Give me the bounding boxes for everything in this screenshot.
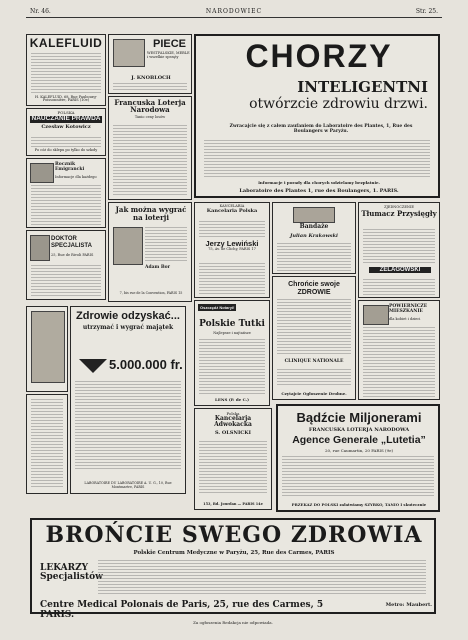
broncie-lekarzy: LEKARZY Specjalistów xyxy=(40,563,103,583)
ad-powiernicze xyxy=(358,300,440,400)
author-portrait xyxy=(113,227,143,265)
stove-illustration xyxy=(113,39,145,67)
ad-piece xyxy=(108,34,192,94)
header-rule xyxy=(26,17,442,18)
nauczanie-line: Po cóż do sklepu po tylko do szkoły xyxy=(34,148,98,153)
tlumacz-title: Tłumacz Przysięgły xyxy=(361,208,437,218)
ad-tlumacz xyxy=(358,202,440,298)
jak-addr: 7, bis rue de la Convention, PARIS 15 xyxy=(119,291,183,295)
jak-author: Adam Bor xyxy=(145,265,171,270)
bandaze-name: Julian Krakowski xyxy=(290,233,338,239)
nauczanie-name: Czesław Kotowicz xyxy=(41,124,91,130)
tlumacz-top: ZJEDNOCZENIE xyxy=(384,205,414,209)
ad-rocznik xyxy=(26,158,106,228)
chorzy-title: CHORZY xyxy=(245,38,393,74)
rocznik-illustration xyxy=(30,163,54,183)
kosz-addr: 153, Bd. Jourdan — PARIS 14e xyxy=(203,502,263,506)
jak-title: Jak można wygrać na loterji xyxy=(115,205,187,222)
piece-firm: J. KNOBLOCH xyxy=(131,75,171,81)
ad-kancelaria xyxy=(194,202,270,298)
chroncie-sub: CLINIQUE NATIONALE xyxy=(284,359,344,364)
ad-chorzy xyxy=(194,34,440,198)
bottle-illustration xyxy=(31,311,65,383)
ad-kalefluid xyxy=(26,34,106,106)
nauczanie-title: NAUCZANIE PRAWDA xyxy=(31,115,101,123)
ad-nauczanie xyxy=(26,108,106,156)
tutki-sub: Najlepsze i najtańsze xyxy=(213,331,251,335)
kancelaria-name: Jerzy Lewiński xyxy=(205,238,259,248)
tutki-addr: LENS (P. de C.) xyxy=(215,397,249,402)
powiernicze-sub: dla kobiet i dzieci xyxy=(389,317,421,321)
zdrowie-sub: utrzymać i wygrać majątek xyxy=(82,323,174,331)
kancelaria-addr: 75, Av. de Clichy, PARIS 17 xyxy=(208,246,256,251)
ad-kancelarja-adwokacka xyxy=(194,408,272,510)
ad-polskie-tutki xyxy=(194,300,270,406)
broncie-title: BROŃCIE SWEGO ZDROWIA xyxy=(45,522,423,548)
doktor-addr: 25, Rue de Rivoli PARIS xyxy=(51,253,94,257)
zdrowie-title: Zdrowie odzyskać... xyxy=(76,310,180,322)
kosz-name: S. OLSNICKI xyxy=(215,429,251,436)
chroncie-footer: Czytajcie Ogłoszenie Drobne. xyxy=(281,391,347,396)
ad-miljonerami xyxy=(276,404,440,512)
building-illustration xyxy=(363,305,389,325)
piece-sub: WESTFALSKIE, MEBLE i wszelkie sprzęty xyxy=(147,51,190,59)
doktor-title: DOKTOR SPECJALISTA xyxy=(51,236,92,249)
chroncie-title: Chrońcie swoje ZDROWIE xyxy=(288,281,340,296)
oszczedz-label: Oszczędź Notaryi! xyxy=(200,305,235,310)
footer-note: Za ogłoszenia Redakcja nie odpowiada. xyxy=(193,620,273,625)
chorzy-sub2: otwórzcie zdrowiu drzwi. xyxy=(249,96,428,112)
broncie-footer: Centre Medical Polonais de Paris, 25, rue des Carmes, 5 PARIS. xyxy=(40,600,324,620)
ad-chroncie-zdrowie xyxy=(272,276,356,400)
broncie-metro: Metro: Maubert. xyxy=(385,602,432,608)
kosz-title: Kancelarja Adwokacka xyxy=(214,415,252,429)
milion-agency: Agence Generale „Lutetia” xyxy=(292,434,426,446)
zdrowie-lab: LABORATOIRE DU LABORATOIRE A. U. G., 10, Rue Montmartre, PARIS xyxy=(84,481,172,489)
zdrowie-amount: 5.000.000 fr. xyxy=(109,357,183,372)
kalefluid-footer: H. KALEFLUID, 68, Rue Faubourg-Poissonnière, PARIS (10e) xyxy=(35,94,97,103)
powiernicze-title: POWIERNICZE MIESZKANIE xyxy=(389,304,428,314)
ad-bandaze xyxy=(272,202,356,274)
ad-broncie xyxy=(30,518,436,620)
ad-zdrowie-odzyskac xyxy=(70,306,186,494)
broncie-sub: Polskie Centrum Medyczne w Paryżu, 25, Rue des Carmes, PARIS xyxy=(133,550,335,556)
milion-title: Bądźcie Miljonerami xyxy=(296,410,422,425)
ad-jak-mozna xyxy=(108,202,192,302)
bandaze-title: Bandaże xyxy=(299,223,329,230)
arrow-icon xyxy=(79,359,107,373)
doktor-portrait xyxy=(30,235,50,261)
nauczanie-top: POLSKA xyxy=(57,110,75,115)
chorzy-footer-a: Informacje i porady dla chorych udzielamy bezpłatnie. xyxy=(258,180,380,185)
tutki-title: Polskie Tutki xyxy=(199,319,265,329)
milion-sub: FRANCUSKA LOTERJA NARODOWA xyxy=(308,427,410,433)
chorzy-footer-b: Laboratoire des Plantes 1, rue des Boulangers, 1. PARIS. xyxy=(239,188,399,194)
paper-title: NARODOWIEC xyxy=(205,8,263,15)
chorzy-intro: Zwracajcie się z całem zaufaniem do Laboratoire des Plantes, 1, Rue des Boulangers w Paryżu. xyxy=(229,124,413,135)
ad-doktor xyxy=(26,230,106,300)
milion-footer: PRZEKAZ DO POLSKI załatwiamy SZYBKO, TANIO I skutecznie xyxy=(291,502,427,507)
piece-title: PIECE xyxy=(153,38,187,50)
milion-addr: 20, rue Caumartin, 20 PARIS (9e) xyxy=(324,448,394,453)
rocznik-title: Rocznik Emigrancki xyxy=(55,162,85,172)
rocznik-sub: Informacje dla każdego xyxy=(55,175,97,179)
ad-medicine-image xyxy=(26,306,68,392)
tlumacz-name: ZELAGOWSKI xyxy=(369,267,431,273)
issue-number: Nr. 46. xyxy=(30,8,51,15)
kancelaria-top: KANCELARIA xyxy=(219,204,245,208)
ad-left-text xyxy=(26,394,68,494)
ad-loteria xyxy=(108,96,192,200)
page-number: Str. 25. xyxy=(415,8,438,15)
loteria-title: Francuska Loterja Narodowa xyxy=(114,98,186,115)
kancelaria-title: Kancelaria Polska xyxy=(206,207,258,214)
chorzy-sub1: INTELIGENTNI xyxy=(297,78,428,96)
loteria-sub: Tanio ceny losów xyxy=(134,114,166,119)
kalefluid-title: KALEFLUID xyxy=(29,36,103,50)
bandage-illustration xyxy=(293,207,335,223)
kosz-top: Polska xyxy=(226,411,240,416)
